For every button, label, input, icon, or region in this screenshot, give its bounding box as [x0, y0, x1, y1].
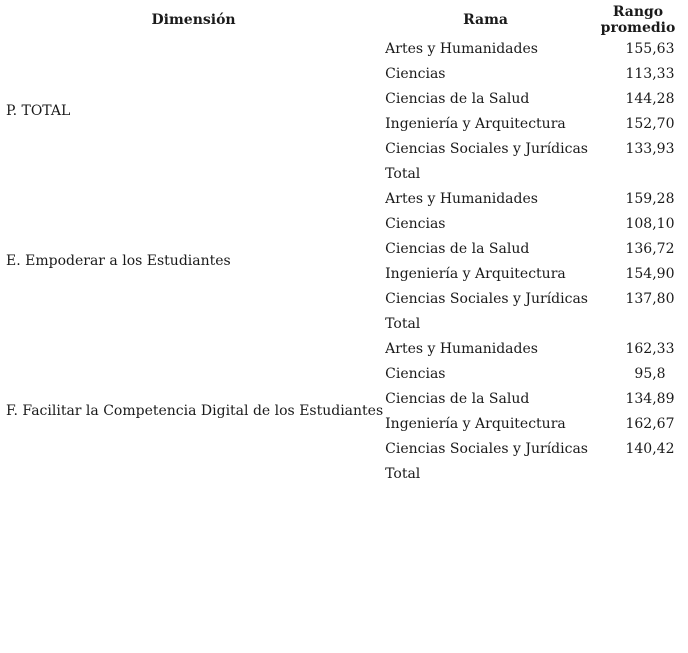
header-rama: Rama [463, 12, 509, 28]
rama-cell: Ingeniería y Arquitectura [385, 115, 566, 132]
header-row [4, 4, 688, 36]
rango-cell [588, 311, 688, 336]
dimension-cell: E. Empoderar a los Estudiantes [6, 253, 231, 269]
rango-cell: 136,72 [625, 240, 675, 257]
rango-cell: 162,67 [625, 415, 675, 432]
rango-cell [588, 461, 688, 486]
rama-cell: Ciencias Sociales y Jurídicas [385, 290, 588, 307]
table-row [4, 186, 688, 211]
rango-cell: 137,80 [625, 290, 675, 307]
rango-cell: 155,63 [625, 40, 675, 57]
rango-cell: 154,90 [625, 265, 675, 282]
rango-cell: 162,33 [625, 340, 675, 357]
rama-cell: Artes y Humanidades [385, 340, 538, 357]
rango-cell: 144,28 [625, 90, 675, 107]
rama-cell: Total [385, 165, 421, 182]
dimension-cell: F. Facilitar la Competencia Digital de los Estudiantes [6, 403, 384, 419]
rama-cell: Artes y Humanidades [385, 190, 538, 207]
rama-cell: Ingeniería y Arquitectura [385, 265, 566, 282]
results-table [4, 4, 688, 486]
rama-cell: Ciencias de la Salud [385, 240, 530, 257]
header-dimension: Dimensión [151, 12, 236, 28]
rama-cell: Ciencias [385, 365, 446, 382]
rango-cell: 152,70 [625, 115, 675, 132]
rango-cell: 159,28 [625, 190, 675, 207]
rango-cell: 140,42 [625, 440, 675, 457]
table-row [4, 336, 688, 361]
rango-cell: 113,33 [625, 65, 675, 82]
rango-cell: 134,89 [625, 390, 675, 407]
rango-cell [588, 161, 688, 186]
rango-cell: 108,10 [625, 215, 675, 232]
header-rango: Rango promedio [600, 4, 676, 36]
rango-cell: 95,8 [634, 365, 666, 382]
rama-cell: Artes y Humanidades [385, 40, 538, 57]
rama-cell: Ciencias Sociales y Jurídicas [385, 140, 588, 157]
table-row [4, 36, 688, 61]
rama-cell: Ciencias [385, 65, 446, 82]
rango-cell: 133,93 [625, 140, 675, 157]
dimension-cell: P. TOTAL [6, 103, 71, 119]
rama-cell: Ciencias [385, 215, 446, 232]
rama-cell: Total [385, 465, 421, 482]
rama-cell: Ingeniería y Arquitectura [385, 415, 566, 432]
table-body [4, 36, 688, 486]
rama-cell: Ciencias de la Salud [385, 390, 530, 407]
rama-cell: Total [385, 315, 421, 332]
rama-cell: Ciencias Sociales y Jurídicas [385, 440, 588, 457]
rama-cell: Ciencias de la Salud [385, 90, 530, 107]
